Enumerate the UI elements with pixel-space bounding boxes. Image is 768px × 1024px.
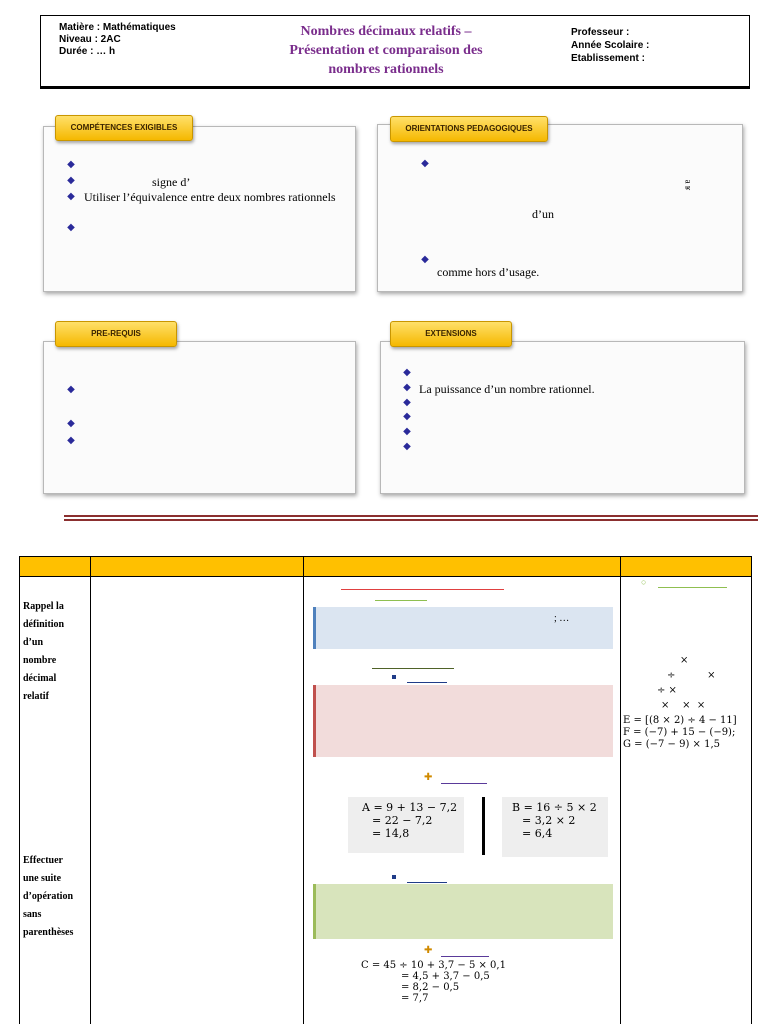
title-line-2: Présentation et comparaison des — [289, 43, 483, 58]
side-line: d’opération — [23, 891, 73, 902]
competence-utiliser: Utiliser l’équivalence entre deux nombres rationnels — [84, 190, 336, 204]
green-underline — [658, 587, 727, 588]
prerequis-box — [43, 341, 356, 494]
table-border-top — [19, 556, 751, 557]
bullet-diamond-icon — [65, 222, 77, 234]
table-col-line — [19, 556, 20, 1024]
calc-a-line: A = 9 + 13 − 7,2 — [362, 801, 458, 814]
red-property-bar — [313, 685, 613, 757]
blue-underline — [407, 682, 447, 683]
expr-g: G = (−7 − 9) × 1,5 — [623, 739, 721, 750]
bullet-diamond-icon — [65, 418, 77, 430]
extension-puissance: La puissance d’un nombre rationnel. — [419, 382, 595, 396]
purple-underline — [441, 956, 489, 957]
plus-icon: ✚ — [424, 772, 433, 783]
bullet-diamond-icon — [401, 411, 413, 423]
calc-b-line: B = 16 ÷ 5 × 2 — [512, 801, 597, 814]
section-divider — [64, 515, 758, 521]
page-title — [241, 22, 531, 79]
bullet-diamond-icon — [401, 441, 413, 453]
red-underline — [341, 589, 504, 590]
side-line: sans — [23, 909, 42, 920]
ops-row-3: ÷ × — [657, 685, 677, 696]
side-line: Rappel la — [23, 601, 64, 612]
title-line-1: Nombres décimaux relatifs – — [300, 24, 472, 39]
bullet-diamond-icon — [65, 159, 77, 171]
side-text-effectuer — [23, 852, 73, 942]
title-line-3: nombres rationnels — [328, 62, 444, 77]
orientations-rotated-text: a ʁ — [683, 179, 694, 191]
bullet-diamond-icon — [65, 191, 77, 203]
blue-definition-bar — [313, 607, 613, 649]
ops-row-4: × × × — [661, 700, 706, 711]
plus-icon: ✚ — [424, 945, 433, 956]
side-line: parenthèses — [23, 927, 74, 938]
calc-c-line: C = 45 ÷ 10 + 3,7 − 5 × 0,1 — [361, 960, 506, 971]
calc-c-line: = 7,7 — [401, 993, 429, 1004]
table-col-line — [90, 556, 91, 1024]
small-bullet — [392, 875, 396, 879]
orientations-dun: d’un — [532, 207, 554, 221]
side-text-rappel — [23, 598, 64, 706]
orientations-tag: ORIENTATIONS PEDAGOGIQUES — [390, 116, 548, 142]
olive-underline — [372, 668, 454, 669]
expressions — [623, 715, 737, 751]
green-underline — [375, 600, 427, 601]
side-line: décimal — [23, 673, 57, 684]
side-line: relatif — [23, 691, 49, 702]
green-rule-bar — [313, 884, 613, 939]
competences-box — [43, 126, 356, 292]
header-right — [571, 26, 649, 65]
competences-tag: COMPÉTENCES EXIGIBLES — [55, 115, 193, 141]
calc-c-line: = 8,2 − 0,5 — [401, 982, 460, 993]
extensions-box — [380, 341, 745, 494]
bullet-diamond-icon — [65, 384, 77, 396]
calc-separator — [482, 797, 485, 855]
purple-underline — [441, 783, 487, 784]
matiere: Matière : Mathématiques — [59, 22, 176, 33]
table-col-line — [303, 556, 304, 1024]
header-frame — [40, 15, 750, 89]
side-line: d’un — [23, 637, 44, 648]
bullet-diamond-icon — [65, 175, 77, 187]
circle-marker: ○ — [641, 577, 647, 587]
etablissement: Etablissement : — [571, 53, 645, 64]
small-bullet — [392, 675, 396, 679]
bullet-diamond-icon — [419, 158, 431, 170]
bullet-diamond-icon — [401, 382, 413, 394]
bullet-diamond-icon — [65, 435, 77, 447]
calc-c — [361, 960, 506, 1004]
side-line: définition — [23, 619, 65, 630]
calc-a-line: = 22 − 7,2 — [372, 814, 433, 827]
ops-row-1: × — [680, 655, 689, 666]
table-col-line — [620, 556, 621, 1024]
table-col-line — [751, 556, 752, 1024]
niveau: Niveau : 2AC — [59, 34, 121, 45]
expr-e: E = [(8 × 2) ÷ 4 − 11] — [623, 715, 737, 726]
calc-b-line: = 6,4 — [522, 827, 553, 840]
bullet-diamond-icon — [419, 254, 431, 266]
orientations-hors: comme hors d’usage. — [437, 265, 540, 279]
header-left — [59, 22, 176, 58]
blue-underline — [407, 882, 447, 883]
calc-b-line: = 3,2 × 2 — [522, 814, 576, 827]
table-header-row — [19, 556, 751, 576]
calc-a — [348, 797, 464, 853]
bullet-diamond-icon — [401, 426, 413, 438]
side-line: nombre — [23, 655, 57, 666]
annee-scolaire: Année Scolaire : — [571, 40, 650, 51]
blue-bar-text: ; … — [554, 613, 570, 624]
calc-a-line: = 14,8 — [372, 827, 410, 840]
professeur: Professeur : — [571, 27, 630, 38]
bullet-diamond-icon — [401, 397, 413, 409]
competence-signe: signe d’ — [152, 175, 191, 189]
bullet-diamond-icon — [401, 367, 413, 379]
side-line: une suite — [23, 873, 62, 884]
prerequis-tag: PRE-REQUIS — [55, 321, 177, 347]
calc-c-line: = 4,5 + 3,7 − 0,5 — [401, 971, 490, 982]
orientations-box — [377, 124, 743, 292]
duree: Durée : … h — [59, 46, 116, 57]
calc-b — [502, 797, 608, 857]
ops-row-2: ÷ × — [667, 670, 716, 681]
expr-f: F = (−7) + 15 − (−9); — [623, 727, 736, 738]
side-line: Effectuer — [23, 855, 63, 866]
extensions-tag: EXTENSIONS — [390, 321, 512, 347]
